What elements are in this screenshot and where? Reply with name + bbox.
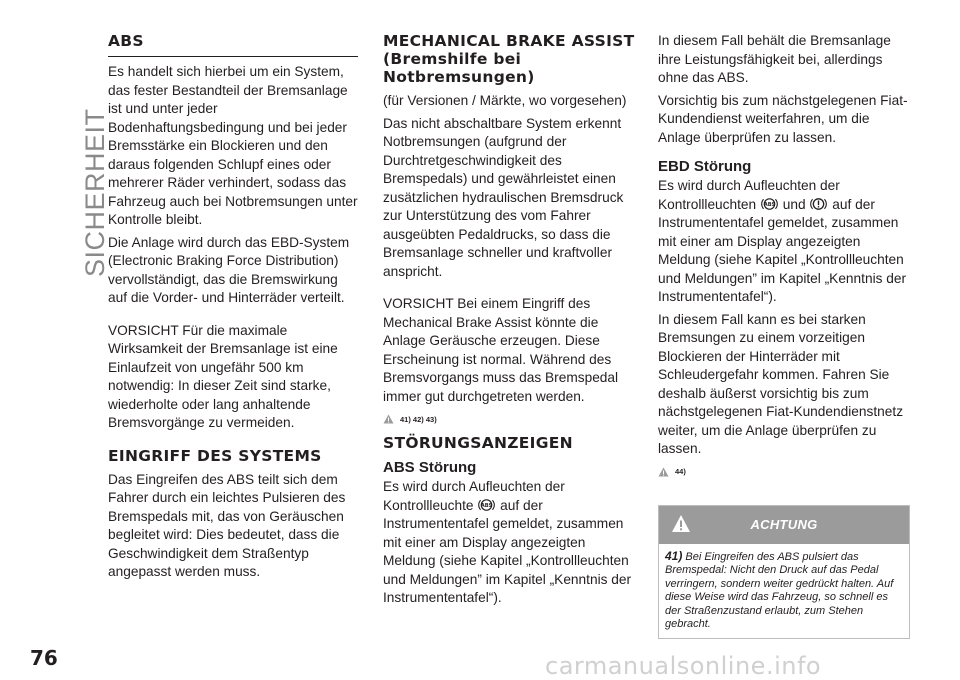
section-sidebar xyxy=(52,28,110,277)
abs-stoerung-paragraph: Es wird durch Aufleuchten der Kontrollleuchte ABS auf der Instrumententafel gemeldet, zusammen mit einer am Display angezeigten Meldung (siehe Kapitel „Kontrollleuchten und Meldungen” im Kapitel „Kenntnis der Instrumententafel“). xyxy=(383,479,632,605)
mba-caution-paragraph: VORSICHT Bei einem Eingriff des Mechanical Brake Assist könnte die Anlage Geräusche erzeugen. Diese Erscheinung ist normal. Während des Bremsvorgangs muss das Bremspedal immer gut durchgetreten werden. xyxy=(383,296,619,404)
brake-warning-light-icon xyxy=(810,197,827,211)
abs-paragraph-1: Es handelt sich hierbei um ein System, das fester Bestandteil der Bremsanlage ist und unter jeder Bodenhaftungsbedingung und bei jeder Bremsstärke ein Blockieren und den daraus folgenden Schlupf eines oder mehrerer Räder verhindert, sodass das Fahrzeug auch bei Notbremsungen unter Kontrolle bleibt. xyxy=(108,64,358,227)
warning-number: 41) xyxy=(665,548,683,563)
abs-paragraph-2: Die Anlage wird durch das EBD-System (Electronic Braking Force Distribution) vervollständigt, das die Bremswirkung auf die Vorder- und Hinterräder verteilt. xyxy=(108,234,350,305)
abs-heading: ABS xyxy=(108,32,358,57)
abs-stoerung-heading: ABS Störung xyxy=(383,459,477,476)
abs-caution-paragraph: VORSICHT Für die maximale Wirksamkeit der Bremsanlage ist eine Einlaufzeit von ungefähr 500 km notwendig: In dieser Zeit sind starke, wiederholte oder lang anhaltende Bremsvorgänge zu vermeiden. xyxy=(108,322,338,430)
abs-warning-light-icon xyxy=(761,197,778,211)
section-label: SICHERHEIT xyxy=(80,108,110,277)
svg-text:ABS: ABS xyxy=(481,502,493,509)
warning-body xyxy=(659,544,909,638)
ebd-stoerung-heading: EBD Störung xyxy=(658,158,752,175)
note-reference xyxy=(658,467,910,477)
column-1 xyxy=(108,32,358,586)
mba-paragraph-2: Das nicht abschaltbare System erkennt Notbremsungen (aufgrund der Durchtretgeschwindigkeit des Bremspedals) und gewährleistet einen zusätzlichen hydraulischen Bremsdruck zur Unterstützung des vom Fahrer ausgeübten Pedaldrucks, so dass die Bremsanlage schneller und kraftvoller anspricht. xyxy=(383,115,624,279)
eingriff-paragraph: Das Eingreifen des ABS teilt sich dem Fahrer durch ein leichtes Pulsieren des Bremspedals mit, das von Geräuschen begleitet wird: Dies bedeutet, dass die Geschwindigkeit dem Straßentyp angepasst werden muss. xyxy=(108,471,346,579)
warning-triangle-icon xyxy=(671,514,691,533)
note-reference-numbers: 41) 42) 43) xyxy=(400,414,437,424)
abs-fault-paragraph-1: In diesem Fall behält die Bremsanlage ihre Leistungsfähigkeit bei, allerdings ohne das ABS. xyxy=(658,33,891,85)
page-number: 76 xyxy=(30,646,58,670)
note-references xyxy=(383,414,635,424)
warning-box xyxy=(658,505,910,639)
abs-fault-paragraph-2: Vorsichtig bis zum nächstgelegenen Fiat-Kundendienst weiterfahren, um die Anlage überprüfen zu lassen. xyxy=(658,92,908,145)
watermark: carmanualsonline.info xyxy=(545,652,822,680)
column-2 xyxy=(383,32,635,612)
warning-triangle-icon xyxy=(658,467,669,477)
svg-text:ABS: ABS xyxy=(763,201,776,208)
column-3 xyxy=(658,32,910,639)
eingriff-heading: EINGRIFF DES SYSTEMS xyxy=(108,446,322,465)
stoerungsanzeigen-heading: STÖRUNGSANZEIGEN xyxy=(383,434,573,452)
mba-heading: MECHANICAL BRAKE ASSIST (Bremshilfe bei Notbremsungen) xyxy=(383,32,635,86)
ebd-stoerung-paragraph: Es wird durch Aufleuchten der Kontrollleuchten ABS und auf der Instrumententafel gemeldet, zusammen mit einer am Display angezeigten Meldung (siehe Kapitel „Kontrollleuchten und Meldungen” im Kapitel „Kenntnis der Instrumententafel“). xyxy=(658,178,907,304)
warning-title: ACHTUNG xyxy=(750,517,818,532)
ebd-fault-paragraph: In diesem Fall kann es bei starken Bremsungen zu einem vorzeitigen Blockieren der Hinterräder mit Schleudergefahr kommen. Fahren Sie deshalb äußerst vorsichtig bis zum nächstgelegenen Fiat-Kundendienstnetz weiter, um die Anlage überprüfen zu lassen. xyxy=(658,311,904,456)
warning-triangle-icon xyxy=(383,414,394,424)
warning-header xyxy=(659,506,909,544)
mba-paragraph-versions: (für Versionen / Märkte, wo vorgesehen) xyxy=(383,93,627,108)
note-reference-number: 44) xyxy=(675,467,686,476)
warning-text: Bei Eingreifen des ABS pulsiert das Bremspedal: Nicht den Druck auf das Pedal verringern, sondern weiter gedrückt halten. Auf diese Weise wird das Fahrzeug, so schnell es der Straßenzustand erlaubt, zum Stehen gebracht. xyxy=(665,550,894,630)
abs-warning-light-icon xyxy=(478,498,495,512)
